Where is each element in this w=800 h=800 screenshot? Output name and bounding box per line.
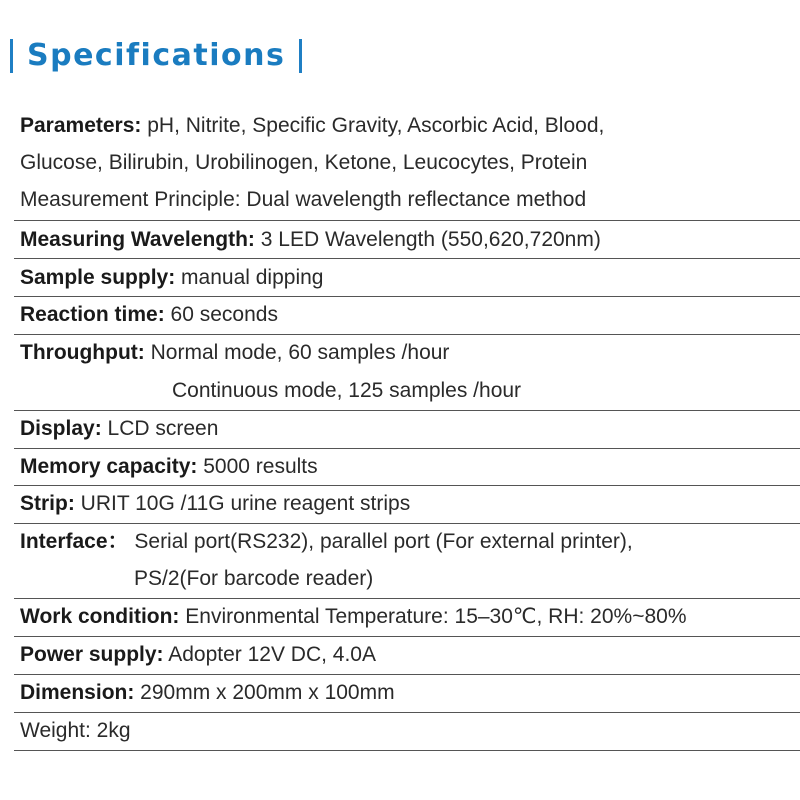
spec-value: 60 seconds: [164, 303, 278, 326]
spec-value: URIT 10G /11G urine reagent strips: [74, 492, 411, 515]
spec-line: [20, 181, 586, 218]
spec-value: manual dipping: [175, 266, 324, 289]
spec-value: Serial port(RS232), parallel port (For external printer),: [128, 530, 633, 553]
spec-label: Reaction time:: [20, 303, 165, 326]
spec-label: Power supply:: [20, 643, 164, 666]
spec-value: 5000 results: [197, 455, 318, 478]
spec-line: [20, 674, 395, 711]
spec-row-dimension: [0, 674, 800, 711]
spec-line: [20, 410, 218, 447]
spec-value: LCD screen: [101, 417, 219, 440]
spec-value: Environmental Temperature: 15–30℃, RH: 20%~80%: [179, 605, 687, 628]
spec-value: 290mm x 200mm x 100mm: [134, 681, 395, 704]
spec-label: Parameters:: [20, 114, 142, 137]
spec-label: Interface：: [20, 530, 129, 553]
spec-value: Weight: 2kg: [20, 719, 131, 742]
spec-row-memory: [0, 448, 800, 485]
spec-line: [20, 259, 323, 296]
spec-row-power-supply: [0, 636, 800, 673]
spec-row-display: [0, 410, 800, 447]
spec-row-interface: [0, 523, 800, 598]
spec-value: 3 LED Wavelength (550,620,720nm): [254, 228, 601, 251]
spec-line: [20, 107, 604, 144]
spec-label: Work condition:: [20, 605, 180, 628]
spec-line: [20, 144, 587, 181]
spec-line: [20, 523, 633, 560]
spec-value: PS/2(For barcode reader): [134, 567, 374, 590]
spec-label: Memory capacity:: [20, 455, 198, 478]
spec-value: Adopter 12V DC, 4.0A: [163, 643, 376, 666]
spec-line: [20, 221, 601, 258]
spec-line: [20, 712, 131, 749]
spec-line: [134, 560, 373, 597]
divider: [14, 750, 800, 751]
spec-line: [172, 372, 521, 409]
spec-line: [20, 448, 318, 485]
header-right-bar: [299, 39, 302, 73]
spec-value: Continuous mode, 125 samples /hour: [172, 379, 522, 402]
section-header: [10, 38, 302, 74]
spec-value: Measurement Principle: Dual wavelength reflectance method: [20, 188, 587, 211]
spec-row-throughput: [0, 334, 800, 410]
spec-line: [20, 598, 687, 635]
spec-label: Measuring Wavelength:: [20, 228, 255, 251]
spec-line: [20, 485, 410, 522]
spec-label: Strip:: [20, 492, 75, 515]
spec-line: [20, 334, 449, 371]
spec-label: Dimension:: [20, 681, 135, 704]
spec-label: Throughput:: [20, 341, 145, 364]
spec-row-wavelength: [0, 221, 800, 258]
spec-row-weight: [0, 712, 800, 749]
spec-value: pH, Nitrite, Specific Gravity, Ascorbic Acid, Blood,: [141, 114, 605, 137]
page-title: Specifications: [27, 38, 286, 73]
spec-label: Sample supply:: [20, 266, 176, 289]
spec-line: [20, 296, 278, 333]
spec-row-sample-supply: [0, 259, 800, 296]
spec-row-work-condition: [0, 598, 800, 636]
spec-value: Glucose, Bilirubin, Urobilinogen, Ketone, Leucocytes, Protein: [20, 151, 588, 174]
spec-label: Display:: [20, 417, 102, 440]
spec-row-strip: [0, 485, 800, 522]
spec-value: Normal mode, 60 samples /hour: [144, 341, 450, 364]
spec-row-reaction-time: [0, 296, 800, 333]
spec-row-parameters: [0, 107, 800, 218]
spec-line: [20, 636, 376, 673]
